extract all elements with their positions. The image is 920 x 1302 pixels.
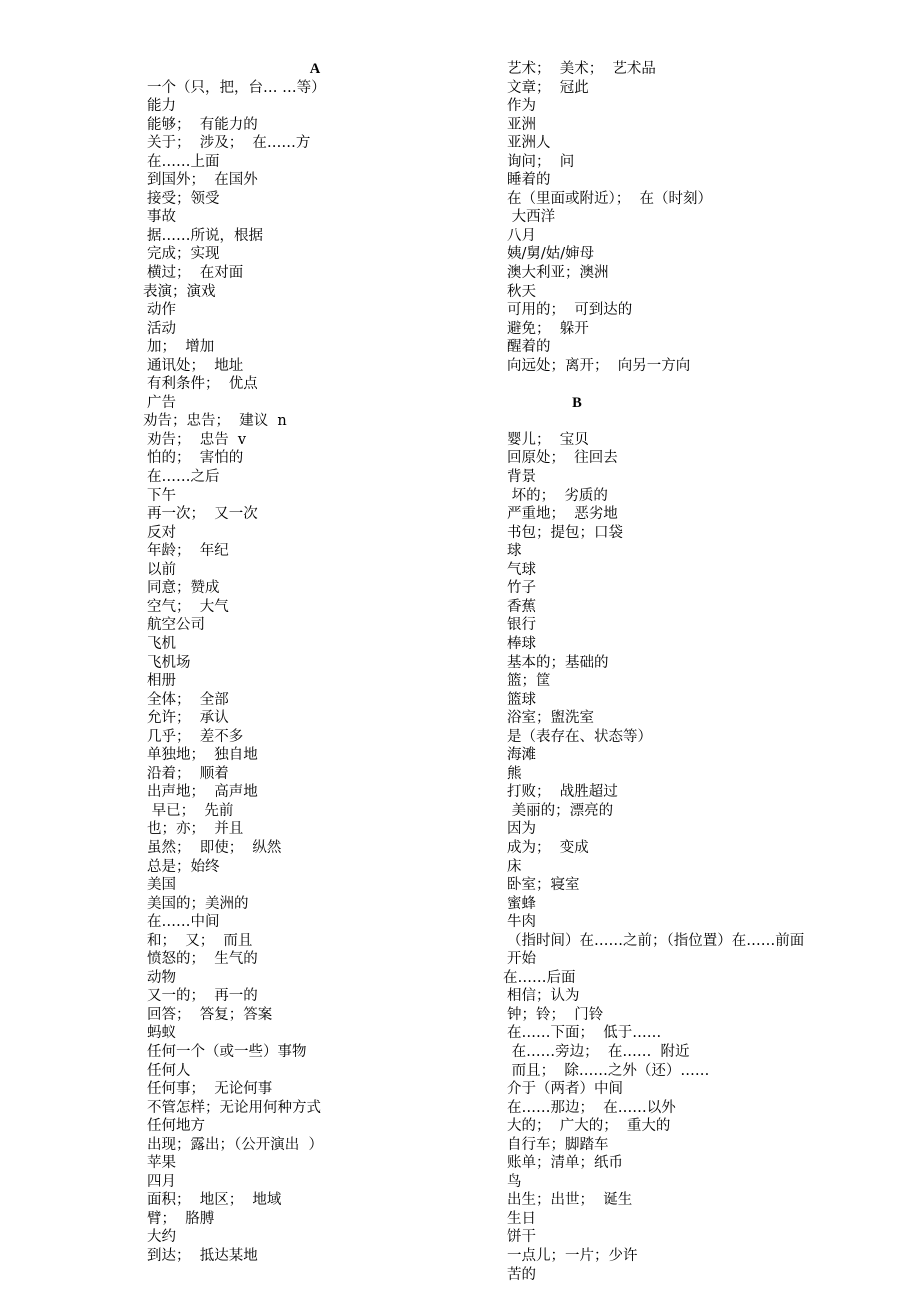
section-heading-b: B [572,394,582,411]
vocab-entry: 秋天 [507,283,536,300]
vocab-entry: 打败； 战胜超过 [507,784,618,801]
vocab-entry: 海滩 [507,747,536,764]
vocab-entry: 全体； 全部 [147,691,229,708]
vocab-entry: 背景 [507,469,536,486]
vocab-entry: 自行车；脚踏车 [507,1136,609,1153]
vocab-entry: 美国 [147,877,176,894]
vocab-entry: 卧室；寝室 [507,877,580,894]
vocab-entry: 出现；露出；（公开演出 ） [147,1136,323,1153]
vocab-entry: 介于（两者）中间 [507,1081,623,1098]
vocab-entry: 鸟 [507,1173,522,1190]
vocab-entry: 据……所说，根据 [147,227,263,244]
vocab-entry: 关于； 涉及； 在……方 [147,135,311,152]
vocab-entry: 钟；铃； 门铃 [507,1006,604,1023]
vocab-entry: 篮球 [507,691,536,708]
vocab-entry: 完成；实现 [147,246,220,263]
vocab-entry: 空气； 大气 [147,598,229,615]
vocab-entry: 愤怒的； 生气的 [147,951,258,968]
vocab-entry: 虽然； 即使； 纵然 [147,839,282,856]
vocab-entry: 到达； 抵达某地 [147,1248,258,1264]
vocab-entry: 在……那边； 在……以外 [507,1099,676,1116]
vocab-entry: 账单；清单；纸币 [507,1155,623,1172]
vocab-entry: 可用的； 可到达的 [507,302,633,319]
vocab-entry: 开始 [507,951,536,968]
vocab-entry: 苦的 [507,1266,536,1283]
vocab-entry: 劝告；忠告； 建议 n [143,413,287,430]
vocab-entry: 反对 [147,524,176,541]
vocab-entry: 以前 [147,561,176,578]
vocab-entry: 任何一个（或一些）事物 [147,1043,307,1060]
section-heading-a: A [309,61,321,77]
vocab-entry: 出生；出世； 诞生 [507,1192,633,1209]
vocab-entry: 因为 [507,821,536,838]
vocab-entry: 向远处；离开； 向另一方向 [507,357,691,374]
vocab-entry: 出声地； 高声地 [147,784,258,801]
vocab-entry: 能力 [147,98,176,115]
vocab-entry: 动物 [147,969,176,986]
vocab-entry: 能够； 有能力的 [147,116,258,133]
vocab-entry: 浴室；盥洗室 [507,710,594,727]
vocab-entry: 飞机场 [147,654,191,671]
vocab-entry: 婴儿； 宝贝 [507,431,589,448]
vocab-entry: 又一的； 再一的 [147,988,258,1005]
vocab-entry: 饼干 [507,1229,536,1246]
vocab-entry: 任何事； 无论何事 [147,1081,273,1098]
vocab-entry: 一个（只，把，台… …等） [147,79,326,96]
vocab-entry: 有利条件； 优点 [147,376,258,393]
spacer [507,375,907,394]
vocab-entry: 亚洲 [507,116,536,133]
vocab-entry: 文章； 冠此 [507,79,589,96]
vocab-entry: 早已； 先前 [147,802,234,819]
vocab-entry: 航空公司 [147,617,205,634]
vocab-entry: 生日 [507,1210,536,1227]
vocab-entry: 年龄； 年纪 [147,543,229,560]
vocab-entry: 避免； 躲开 [507,320,589,337]
vocab-entry: 基本的；基础的 [507,654,609,671]
right-column [503,60,907,1284]
vocab-entry: 八月 [507,227,536,244]
vocab-entry: 在（里面或附近）； 在（时刻） [507,190,712,207]
vocab-entry: 苹果 [147,1155,176,1172]
vocab-entry: 动作 [147,302,176,319]
vocab-entry: 飞机 [147,635,176,652]
vocab-entry: 澳大利亚；澳洲 [507,265,609,282]
vocab-entry: 四月 [147,1173,176,1190]
vocab-entry: 蚂蚁 [147,1025,176,1042]
vocab-entry: 在……之后 [147,469,220,486]
vocab-entry: 再一次； 又一次 [147,506,258,523]
vocab-entry: 睡着的 [507,172,551,189]
vocab-entry: 通讯处； 地址 [147,357,244,374]
vocab-entry: 一点儿；一片；少许 [507,1248,638,1264]
vocab-entry: 加； 增加 [147,339,215,356]
vocab-entry: 臂； 胳膊 [147,1210,215,1227]
vocab-entry: 而且； 除……之外（还）…… [507,1062,710,1079]
vocab-entry: 坏的； 劣质的 [507,487,608,504]
vocab-entry: 表演；演戏 [143,283,216,300]
vocab-entry: 相信；认为 [507,988,580,1005]
vocab-entry: 成为； 变成 [507,839,589,856]
vocab-entry: 蜜蜂 [507,895,536,912]
vocab-entry: 作为 [507,98,536,115]
vocab-entry: 在……中间 [147,914,220,931]
vocab-entry: 大约 [147,1229,176,1246]
vocab-entry: 棒球 [507,635,536,652]
vocab-entry: 下午 [147,487,176,504]
vocab-entry: 在……后面 [503,969,576,986]
vocab-entry: 相册 [147,673,176,690]
vocab-entry: 在……旁边； 在…… 附近 [507,1043,690,1060]
vocab-entry: 竹子 [507,580,536,597]
vocab-entry: 美国的；美洲的 [147,895,249,912]
vocab-entry: 姨/舅/姑/婶母 [507,246,595,263]
vocab-entry: 银行 [507,617,536,634]
vocab-entry: 牛肉 [507,914,536,931]
vocab-entry: 回原处； 往回去 [507,450,618,467]
vocab-entry: 醒着的 [507,339,551,356]
vocab-entry: 怕的； 害怕的 [147,450,244,467]
vocab-entry: 劝告； 忠告 v [147,431,247,448]
vocab-entry: 书包；提包；口袋 [507,524,623,541]
vocab-entry: 也；亦； 并且 [147,821,244,838]
vocab-entry: 几乎； 差不多 [147,728,244,745]
vocab-entry: 是（表存在、状态等） [507,728,652,745]
vocab-entry: 任何人 [147,1062,191,1079]
vocab-entry: 回答； 答复；答案 [147,1006,273,1023]
vocab-entry: 大西洋 [507,209,556,226]
vocab-entry: 沿着； 顺着 [147,765,229,782]
vocab-entry: 同意；赞成 [147,580,220,597]
vocab-entry: 总是；始终 [147,858,220,875]
vocab-entry: 面积； 地区； 地域 [147,1192,282,1209]
vocab-entry: 香蕉 [507,598,536,615]
vocab-entry: 艺术； 美术； 艺术品 [507,61,656,77]
vocab-entry: 在……上面 [147,153,220,170]
vocab-entry: 篮；筐 [507,673,551,690]
vocab-entry: 询问； 问 [507,153,575,170]
vocab-entry: 允许； 承认 [147,710,229,727]
vocab-entry: 严重地； 恶劣地 [507,506,618,523]
vocab-entry: 广告 [147,394,176,411]
vocab-entry: 床 [507,858,522,875]
vocab-entry: 接受；领受 [147,190,220,207]
spacer [507,412,907,431]
vocab-entry: 在……下面； 低于…… [507,1025,662,1042]
vocab-entry: 气球 [507,561,536,578]
vocab-entry: 熊 [507,765,522,782]
vocab-entry: 不管怎样；无论用何种方式 [147,1099,321,1116]
vocab-entry: 单独地； 独自地 [147,747,258,764]
vocab-entry: 和； 又； 而且 [147,932,253,949]
vocab-entry: 到国外； 在国外 [147,172,258,189]
left-column [143,60,477,1266]
vocab-entry: 美丽的；漂亮的 [507,802,614,819]
vocab-entry: 横过； 在对面 [147,265,244,282]
vocab-entry: 球 [507,543,522,560]
vocab-entry: 事故 [147,209,176,226]
vocab-entry: 亚洲人 [507,135,551,152]
vocab-entry: 大的； 广大的； 重大的 [507,1118,671,1135]
vocab-entry: 活动 [147,320,176,337]
vocab-entry: 任何地方 [147,1118,205,1135]
vocab-entry: （指时间）在……之前；（指位置）在……前面 [507,932,805,949]
